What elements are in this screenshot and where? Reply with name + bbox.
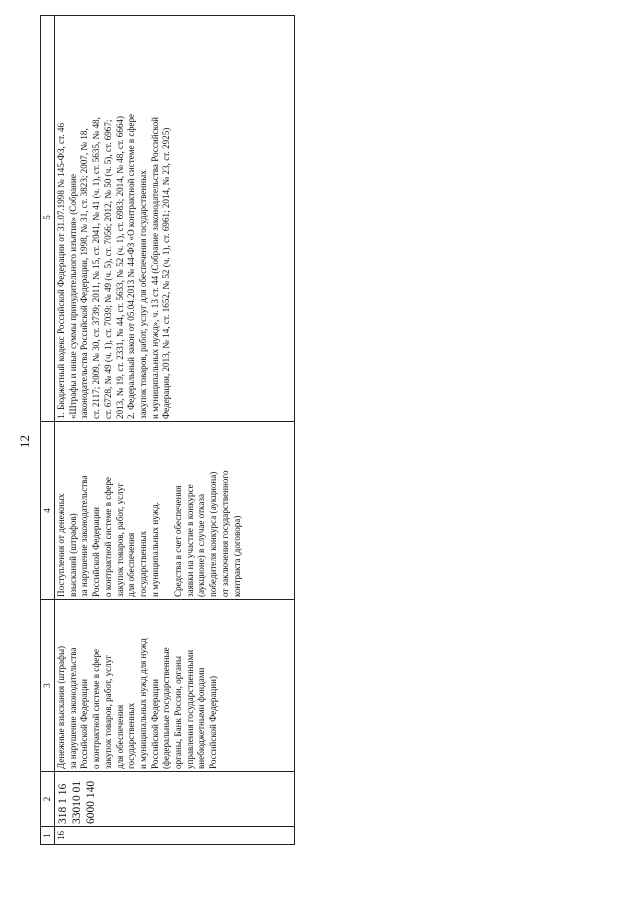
text-line: органы, Банк России, органы (173, 656, 184, 769)
header-cell-3: 3 (41, 599, 54, 771)
text-line: законодательства Российской Федерации, 1998, № 31, ст. 3823; 2007, № 18, (79, 128, 90, 419)
text-line: заявки на участие в конкурсе (184, 484, 195, 597)
header-cell-2: 2 (41, 771, 54, 826)
header-cell-4: 4 (41, 421, 54, 599)
text-line: «Штрафы и иные суммы принудительного изъятия» (Собрание (67, 174, 78, 419)
text-line: управления государственными (184, 649, 195, 769)
text-line: закупок товаров, работ, услуг для обеспечения государственных (137, 170, 148, 419)
text-line: 2. Федеральный закон от 05.04.2013 № 44-ФЗ «О контрактной системе в сфере (126, 113, 137, 419)
header-cell-1: 1 (41, 826, 54, 844)
text-line: (аукционе) в случае отказа (196, 493, 207, 597)
text-line: закупок товаров, работ, услуг (114, 483, 125, 597)
row-number-cell: 16 (55, 826, 294, 844)
text-line: Российской Федерации (91, 506, 102, 597)
code-line: 6000 140 (85, 780, 97, 824)
text-line: за нарушение законодательства (79, 475, 90, 597)
income-name-cell (55, 599, 294, 771)
text-line: Денежные взыскания (штрафы) (56, 645, 66, 769)
text-line: закупок товаров, работ, услуг (102, 655, 113, 769)
text-line: для обеспечения (126, 532, 137, 597)
text-line: для обеспечения (114, 704, 125, 769)
text-line: и муниципальных нужд для нужд (137, 638, 148, 769)
text-line: Федерации, 2013, № 14, ст. 1652, № 52 (ч. 1), ст. 6961; 2014, № 23, ст. 2925) (161, 127, 172, 419)
text-line: Российской Федерации (149, 678, 160, 769)
text-line: 1. Бюджетный кодекс Российской Федерации от 31.07.1998 № 145-ФЗ, ст. 46 (56, 122, 66, 419)
text-line: государственных (126, 702, 137, 769)
paragraph-gap (161, 424, 173, 597)
text-line: государственных (137, 530, 148, 597)
text-line: Средства в счет обеспечения (173, 485, 184, 597)
text-line: внебюджетными фондами (196, 667, 207, 769)
table-header-row (41, 16, 55, 844)
text-line: взысканий (штрафов) (67, 513, 78, 597)
page-number: 12 (17, 435, 32, 448)
text-line: за нарушение законодательства (67, 647, 78, 769)
text-line: о контрактной системе в сфере (91, 649, 102, 769)
text-line: ст. 6728, № 49 (ч. 1), ст. 7039; № 49 (ч. 5), ст. 7056; 2012, № 50 (ч. 5), ст. 6967; (102, 119, 113, 419)
legal-table (40, 15, 295, 845)
text-line: от заключения государственного (219, 470, 230, 597)
text-line: 2013, № 19, ст. 2331, № 44, ст. 5633, № 52 (ч. 1), ст. 6983; 2014, № 48, ст. 6664) (114, 116, 125, 419)
income-description-cell (55, 421, 294, 599)
text-line: о контрактной системе в сфере (102, 477, 113, 597)
text-line: и муниципальных нужд», ч. 13 ст. 44 (Собрание законодательства Российской (149, 116, 160, 419)
code-line: 318 1 16 (57, 783, 69, 824)
code-line: 33010 01 (71, 780, 83, 824)
text-line: и муниципальных нужд. (149, 502, 160, 597)
table-row (55, 16, 294, 844)
text-line: победителя конкурса (аукциона) (208, 471, 219, 597)
text-line: (федеральные государственные (161, 647, 172, 769)
budget-code-cell (55, 771, 294, 826)
text-line: ст. 2117; 2009, № 30, ст. 3739; 2011, № 15, ст. 2041, № 41 (ч. 1), ст. 5635, № 48, (91, 117, 102, 419)
text-line: Поступления от денежных (56, 493, 66, 597)
text-line: Российской Федерации) (208, 675, 219, 769)
legal-basis-cell (55, 14, 294, 421)
header-cell-5: 5 (42, 215, 52, 220)
text-line: Российской Федерации (79, 678, 90, 769)
text-line: контракта (договора) (231, 515, 242, 597)
